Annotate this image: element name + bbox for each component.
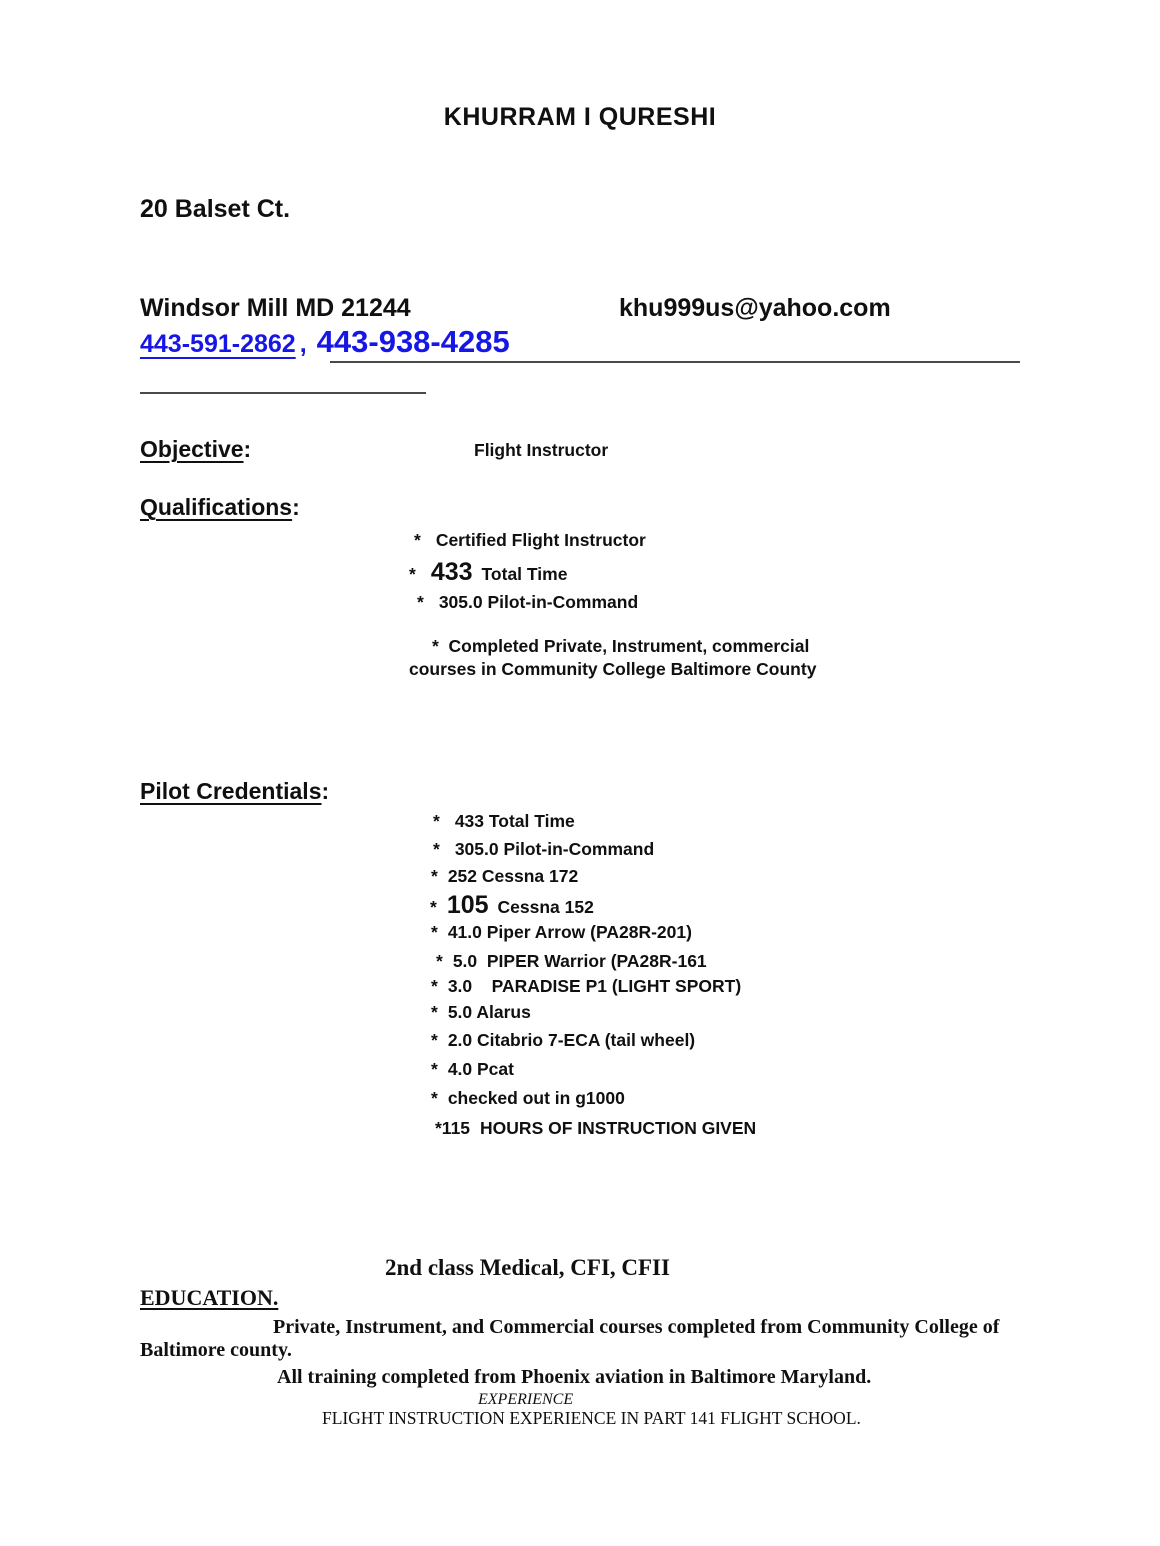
- education-line2: Baltimore county.: [140, 1339, 292, 1361]
- qualification-item: [409, 560, 567, 585]
- qualifications-note-line2: courses in Community College Baltimore County: [409, 659, 817, 679]
- education-line1: Private, Instrument, and Commercial courses completed from Community College of: [273, 1316, 1000, 1338]
- qualifications-heading: [140, 495, 300, 519]
- horizontal-rule-divider: [140, 392, 426, 394]
- credential-item-text: 5.0 Alarus: [447, 1002, 531, 1022]
- credential-item-text: 3.0 PARADISE P1 (LIGHT SPORT): [447, 976, 742, 996]
- asterisk-bullet: *: [431, 1059, 438, 1079]
- qualifications-heading-label: Qualifications: [140, 494, 293, 520]
- credential-item-text: 433 Total Time: [454, 811, 575, 831]
- asterisk-bullet: *: [431, 866, 438, 886]
- phone-row: [140, 326, 510, 357]
- qualification-item-text: Total Time: [481, 564, 568, 584]
- credential-item-text: 252 Cessna 172: [447, 866, 579, 886]
- experience-heading: EXPERIENCE: [478, 1391, 574, 1408]
- qualification-item: [417, 594, 638, 612]
- phone-link-secondary[interactable]: 443-938-4285: [316, 324, 510, 359]
- asterisk-bullet: *: [414, 530, 421, 550]
- credential-item: [433, 841, 654, 859]
- address-line: 20 Balset Ct.: [140, 195, 291, 223]
- credential-item: [431, 868, 578, 886]
- credential-item: [431, 1061, 514, 1079]
- asterisk-bullet: *: [409, 564, 416, 584]
- credential-item-text: 41.0 Piper Arrow (PA28R-201): [447, 922, 692, 942]
- asterisk-bullet: *115: [435, 1118, 471, 1138]
- medical-certification-line: 2nd class Medical, CFI, CFII: [385, 1255, 670, 1280]
- credential-item-text: Cessna 152: [497, 897, 594, 917]
- phone-link-primary[interactable]: 443-591-2862: [140, 330, 296, 358]
- pilot-credentials-heading-colon: :: [321, 778, 330, 804]
- asterisk-bullet: *: [430, 897, 437, 917]
- pilot-credentials-heading-label: Pilot Credentials: [140, 778, 322, 804]
- credential-item: [431, 1032, 695, 1050]
- email-text: khu999us@yahoo.com: [619, 294, 891, 322]
- credential-item: [431, 1004, 531, 1022]
- credential-item-text: 4.0 Pcat: [447, 1059, 514, 1079]
- qualifications-heading-colon: :: [292, 494, 300, 520]
- asterisk-bullet: *: [431, 922, 438, 942]
- credential-item-text: 2.0 Citabrio 7-ECA (tail wheel): [447, 1030, 696, 1050]
- credential-item: [431, 1090, 625, 1108]
- phone-separator: ,: [299, 330, 307, 358]
- credential-item: [435, 1120, 756, 1138]
- qualification-big-number: 433: [430, 558, 473, 586]
- credential-item-text: 305.0 Pilot-in-Command: [454, 839, 655, 859]
- objective-heading: [140, 437, 251, 461]
- credential-item: [431, 978, 741, 996]
- objective-heading-colon: :: [243, 436, 252, 462]
- document-title: KHURRAM I QURESHI: [443, 103, 717, 131]
- pilot-credentials-heading: [140, 779, 329, 803]
- credential-item: [433, 813, 575, 831]
- objective-value: Flight Instructor: [474, 440, 609, 460]
- credential-item: [431, 924, 692, 942]
- asterisk-bullet: *: [436, 951, 443, 971]
- asterisk-bullet: *: [433, 811, 440, 831]
- asterisk-bullet: *: [431, 1030, 438, 1050]
- asterisk-bullet: *: [431, 1088, 438, 1108]
- credential-item-text: HOURS OF INSTRUCTION GIVEN: [480, 1118, 757, 1138]
- credential-item: [430, 893, 594, 918]
- credential-item: [436, 953, 707, 971]
- credential-item-text: 5.0 PIPER Warrior (PA28R-161: [452, 951, 707, 971]
- objective-heading-label: Objective: [140, 436, 244, 462]
- asterisk-bullet: *: [431, 1002, 438, 1022]
- asterisk-bullet: *: [433, 839, 440, 859]
- education-line3: All training completed from Phoenix aviation in Baltimore Maryland.: [277, 1366, 872, 1388]
- education-heading: EDUCATION.: [140, 1285, 279, 1310]
- credential-big-number: 105: [446, 891, 489, 919]
- asterisk-bullet: *: [417, 592, 424, 612]
- qualification-item-text: Certified Flight Instructor: [435, 530, 646, 550]
- city-state-zip-line: Windsor Mill MD 21244: [140, 294, 411, 322]
- qualification-item: [414, 532, 646, 550]
- credential-item-text: checked out in g1000: [447, 1088, 625, 1108]
- horizontal-rule-top: [330, 361, 1020, 363]
- asterisk-bullet: *: [431, 976, 438, 996]
- qualification-item-text: 305.0 Pilot-in-Command: [438, 592, 639, 612]
- qualifications-note-line1: * Completed Private, Instrument, commercial: [432, 636, 810, 656]
- experience-line: FLIGHT INSTRUCTION EXPERIENCE IN PART 141 FLIGHT SCHOOL.: [322, 1408, 861, 1428]
